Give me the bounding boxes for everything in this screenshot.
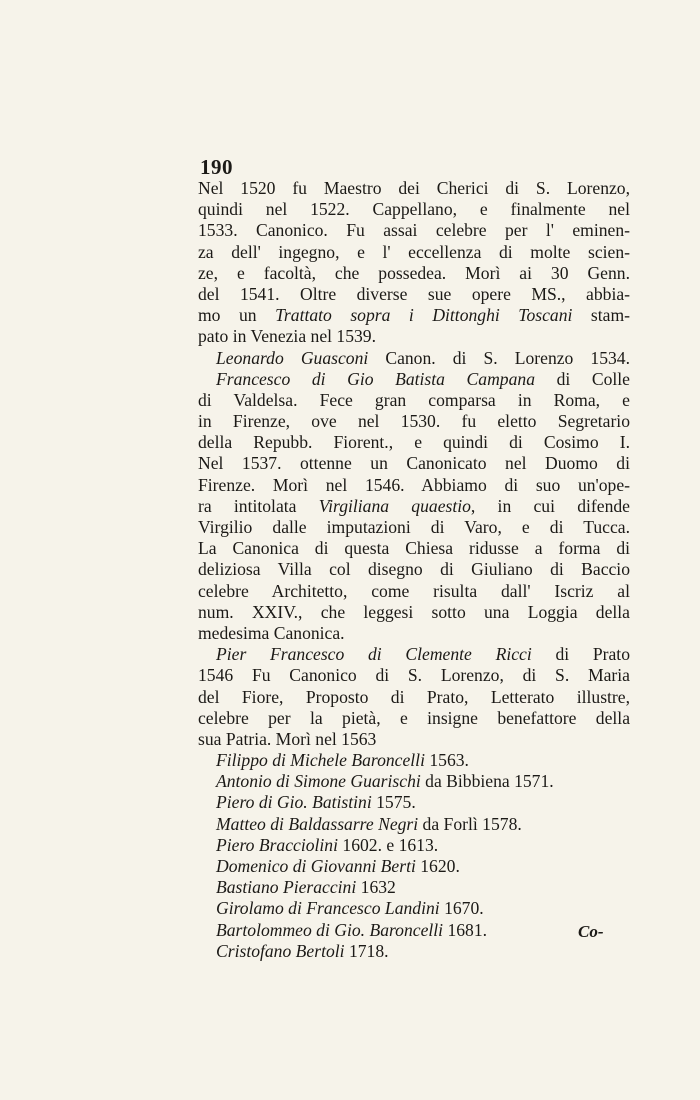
text-line — [198, 453, 630, 474]
text-line — [198, 538, 630, 559]
text-segment: 1632 — [356, 877, 396, 898]
italic-segment: Piero di Gio. Batistini — [216, 792, 372, 813]
text-line — [198, 602, 630, 623]
text-segment: stam- — [572, 305, 630, 326]
text-segment: della Repubb. Fiorent., e quindi di Cosimo I. — [198, 432, 630, 453]
text-line — [198, 284, 630, 305]
italic-segment: Antonio di Simone Guarischi — [216, 771, 421, 792]
text-line — [198, 941, 630, 962]
text-segment: 1620. — [415, 856, 460, 876]
text-segment: 1563. — [424, 750, 469, 771]
text-segment: pato in Venezia nel 1539. — [198, 326, 377, 347]
text-segment: sua Patria. Morì nel 1563 — [198, 728, 377, 749]
text-line — [198, 220, 630, 241]
text-segment: 1602. e 1613. — [338, 834, 439, 855]
text-segment: num. XXIV., che leggesi sotto una Loggia della — [198, 601, 630, 622]
italic-segment: Leonardo Guasconi — [216, 347, 369, 368]
text-line — [198, 348, 630, 369]
text-segment: Virgilio dalle imputazioni di Varo, e di Tucca. — [198, 517, 630, 537]
italic-segment: Bastiano Pieraccini — [216, 877, 357, 898]
text-line — [198, 242, 630, 263]
text-block — [198, 178, 630, 962]
text-line — [198, 369, 630, 390]
italic-segment: Filippo di Michele Baroncelli — [216, 750, 425, 771]
text-line — [198, 877, 630, 898]
text-segment: da Bibbiena 1571. — [420, 771, 554, 792]
text-segment: da Forlì 1578. — [418, 813, 522, 834]
text-line — [198, 792, 630, 813]
text-line — [198, 411, 630, 432]
text-line — [198, 771, 630, 792]
text-line — [198, 665, 630, 686]
text-line — [198, 199, 630, 220]
text-segment: quindi nel 1522. Cappellano, e finalmente nel — [198, 199, 630, 220]
text-line — [198, 687, 630, 708]
text-line — [198, 898, 630, 919]
text-line — [198, 835, 630, 856]
text-segment: di Valdelsa. Fece gran comparsa in Roma, e — [198, 389, 630, 410]
text-segment: di Prato — [531, 644, 630, 665]
text-segment: del 1541. Oltre diverse sue opere MS., abbia- — [198, 283, 630, 304]
text-segment: Canon. di S. Lorenzo 1534. — [368, 347, 630, 368]
text-line — [198, 305, 630, 326]
text-line — [198, 263, 630, 284]
text-segment: , in cui difende — [470, 495, 630, 516]
page-number: 190 — [200, 155, 233, 179]
text-segment: Firenze. Morì nel 1546. Abbiamo di suo un'ope- — [198, 474, 630, 495]
text-segment: deliziosa Villa col disegno di Giuliano di Baccio — [198, 559, 630, 580]
text-line — [198, 178, 630, 199]
text-segment: del Fiore, Proposto di Prato, Letterato illustre, — [198, 686, 630, 707]
text-segment: 1670. — [439, 898, 484, 919]
text-line — [198, 920, 630, 941]
text-line — [198, 708, 630, 729]
text-segment: 1575. — [371, 792, 416, 813]
text-segment: in Firenze, ove nel 1530. fu eletto Segretario — [198, 411, 630, 432]
text-line — [198, 623, 630, 644]
text-segment: di Colle — [535, 368, 630, 389]
italic-segment: Pier Francesco di Clemente Ricci — [216, 644, 532, 665]
text-line — [198, 326, 630, 347]
italic-segment: Francesco di Gio Batista Campana — [216, 368, 535, 389]
text-line — [198, 856, 630, 877]
text-line — [198, 432, 630, 453]
text-line — [198, 559, 630, 580]
italic-segment: Trattato sopra i Dittonghi Toscani — [275, 305, 573, 326]
text-segment: ze, e facoltà, che possedea. Morì ai 30 Genn. — [198, 262, 630, 283]
text-segment: Nel 1537. ottenne un Canonicato nel Duomo di — [198, 453, 630, 474]
text-segment: 1546 Fu Canonico di S. Lorenzo, di S. Maria — [198, 665, 630, 686]
italic-segment: Matteo di Baldassarre Negri — [216, 813, 419, 834]
text-line — [198, 496, 630, 517]
text-segment: Nel 1520 fu Maestro dei Cherici di S. Lorenzo, — [198, 178, 630, 198]
text-line — [198, 644, 630, 665]
italic-segment: Bartolommeo di Gio. Baroncelli — [216, 919, 444, 940]
italic-segment: Cristofano Bertoli — [216, 940, 345, 961]
italic-segment: Piero Bracciolini — [216, 834, 338, 855]
text-segment: celebre Architetto, come risulta dall' Iscriz al — [198, 580, 630, 601]
text-line — [198, 729, 630, 750]
text-line — [198, 390, 630, 411]
text-segment: celebre per la pietà, e insigne benefattore della — [198, 707, 630, 728]
text-line — [198, 517, 630, 538]
text-segment: ra intitolata — [198, 495, 319, 516]
text-segment: La Canonica di questa Chiesa ridusse a forma di — [198, 538, 630, 559]
text-segment: medesima Canonica. — [198, 622, 345, 643]
text-segment: 1533. Canonico. Fu assai celebre per l' eminen- — [198, 220, 630, 241]
italic-segment: Domenico di Giovanni Berti — [216, 856, 416, 876]
text-line — [198, 475, 630, 496]
catchword: Co- — [578, 922, 604, 941]
text-line — [198, 814, 630, 835]
text-line — [198, 581, 630, 602]
text-segment: 1681. — [443, 919, 488, 940]
text-segment: za dell' ingegno, e l' eccellenza di molte scien- — [198, 241, 630, 262]
italic-segment: Girolamo di Francesco Landini — [216, 898, 440, 919]
text-segment: 1718. — [344, 940, 389, 961]
italic-segment: Virgiliana quaestio — [318, 495, 471, 516]
text-segment: mo un — [198, 305, 276, 326]
text-line — [198, 750, 630, 771]
